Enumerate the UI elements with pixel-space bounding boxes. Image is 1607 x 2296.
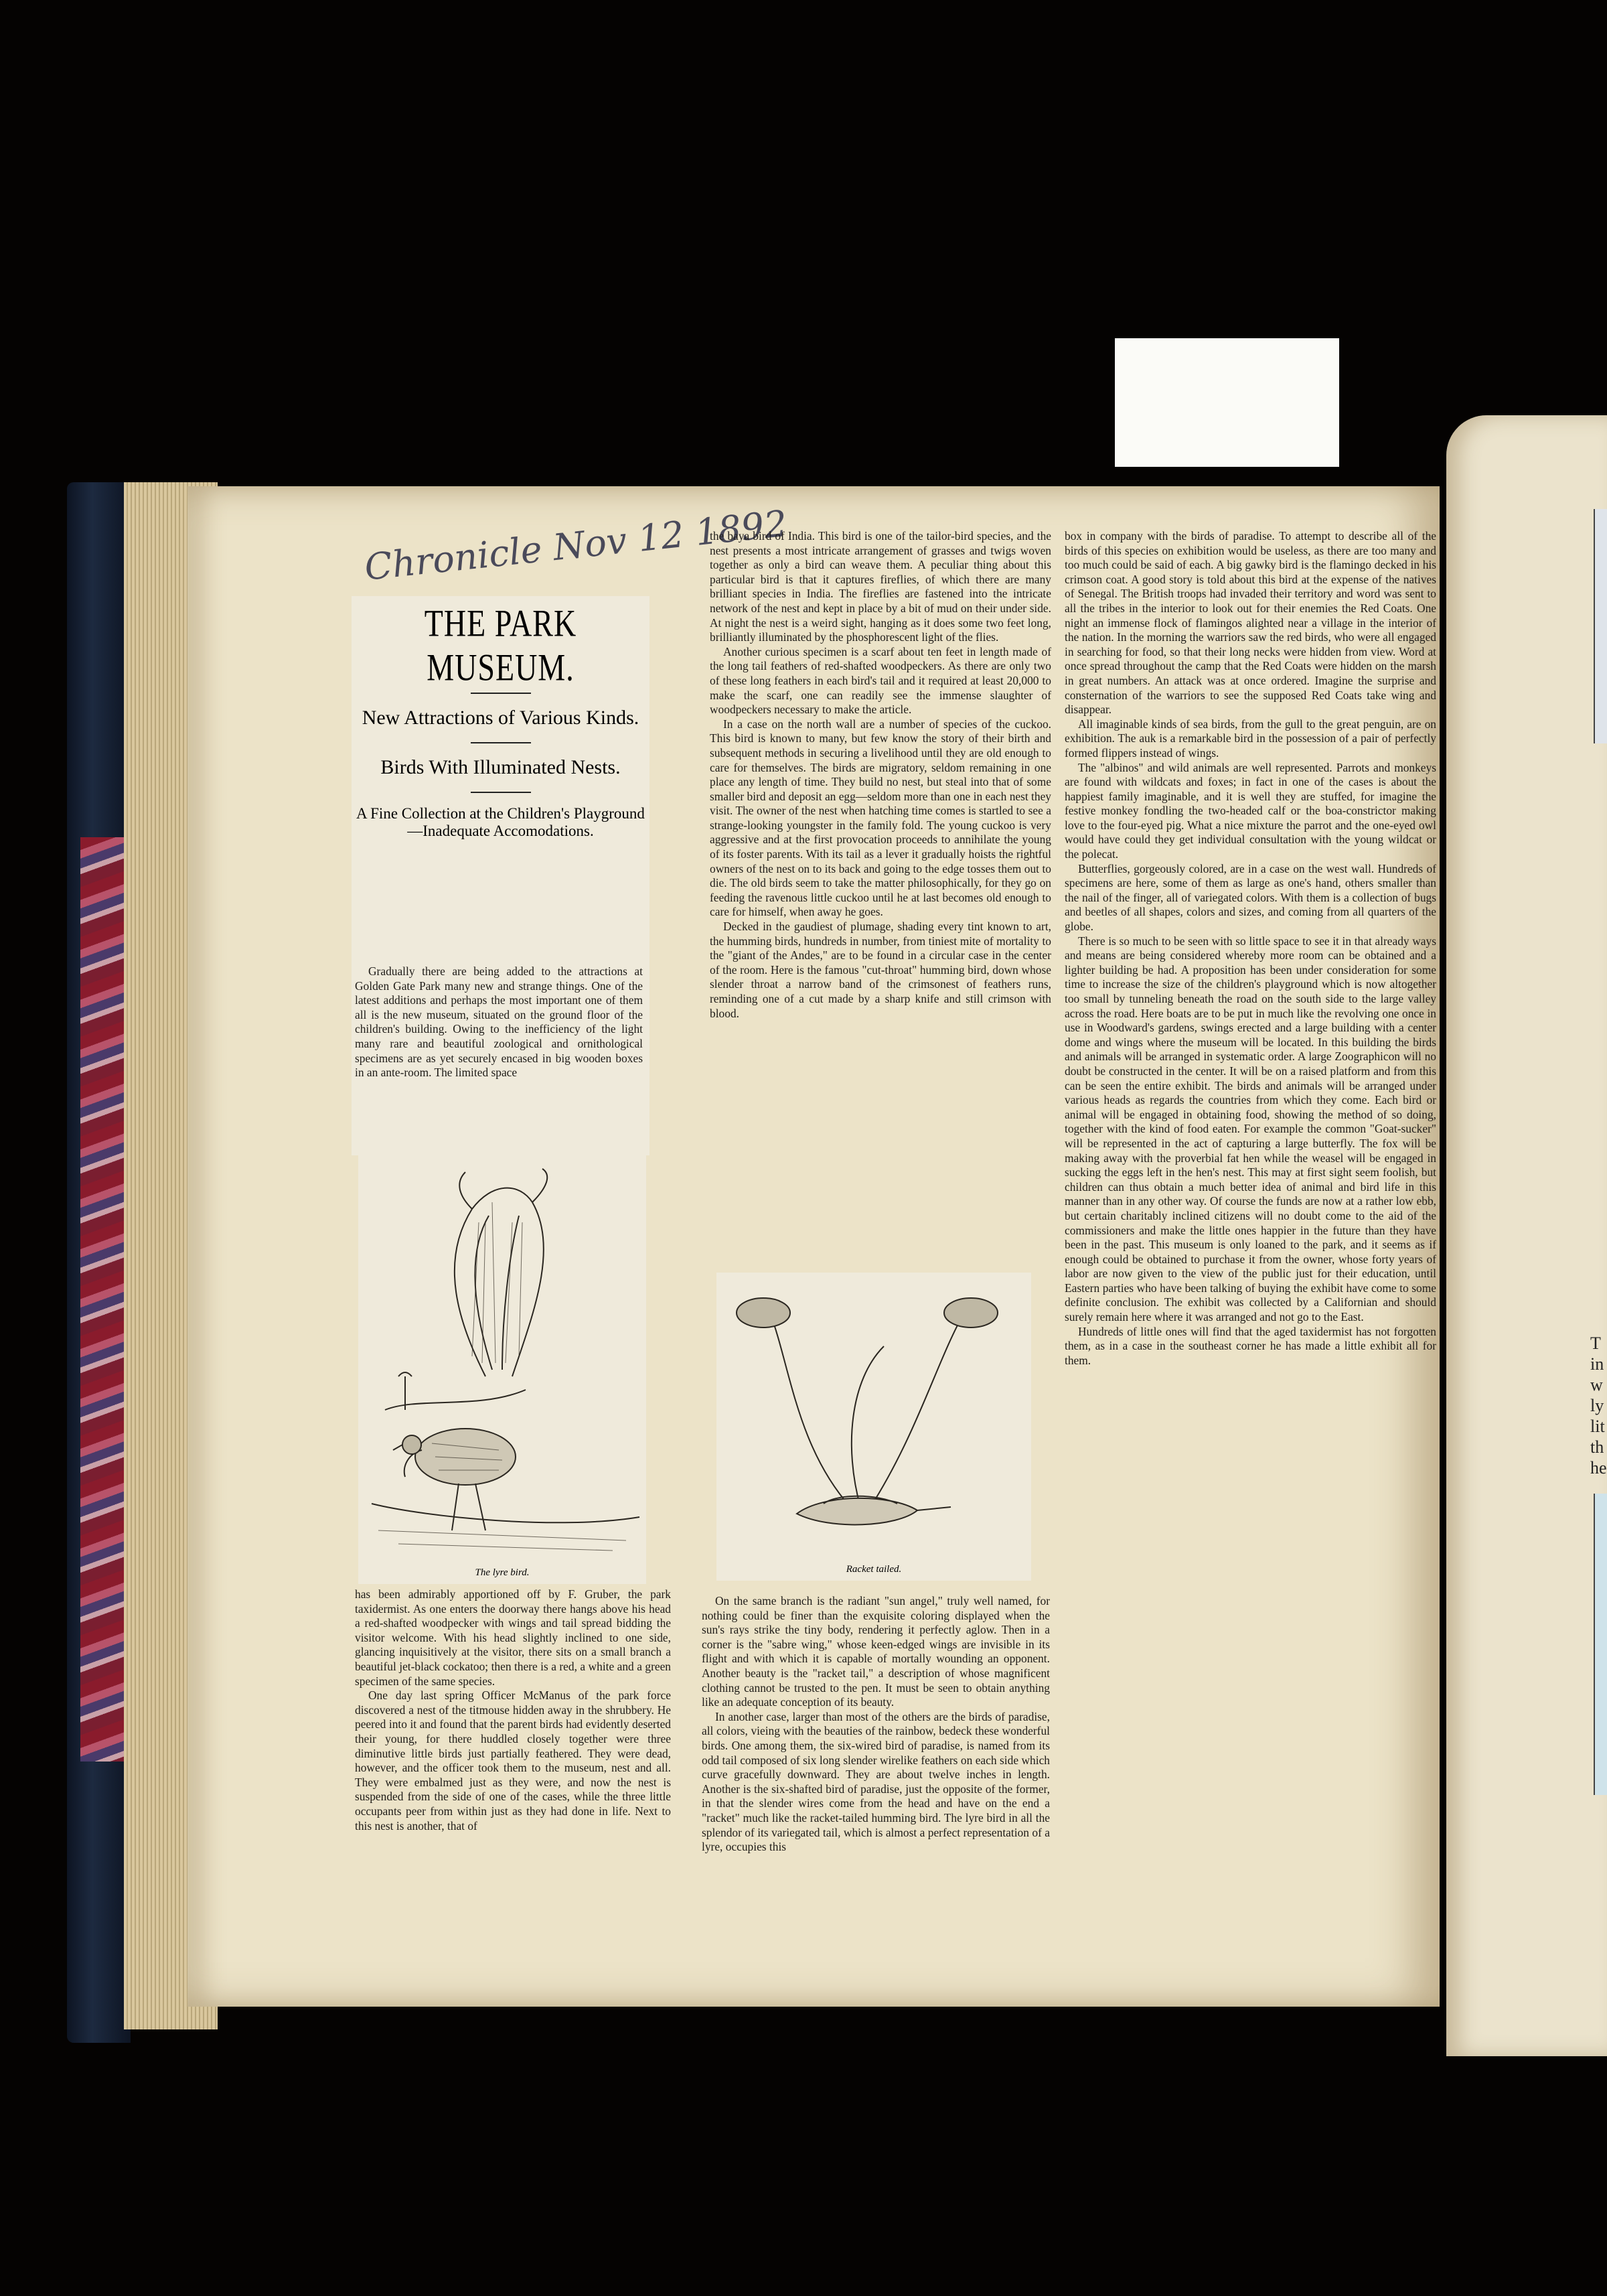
caption-racket: Racket tailed. xyxy=(846,1564,902,1575)
facing-page-clipping-2 xyxy=(1594,1494,1607,1795)
paragraph: In another case, larger than most of the others are the birds of paradise, all colors, vieing with the beauties of the rainbow, bedeck these wonderful birds. One among them, the six-wired bird of paradise, is named from its odd tail composed of six long slender wirelike feathers on each side which curve gracefully downward. They are about twelve inches in length. Another is the six-shafted bird of paradise, just the opposite of the former, in that the slender wires come from the head and have on the end a "racket" much like the racket-tailed humming bird. The lyre bird in all the splendor of its variegated tail, which is almost a perfect representation of a lyre, occupies this xyxy=(702,1709,1050,1854)
subhead-birds: Birds With Illuminated Nests. xyxy=(380,756,621,778)
column-3 xyxy=(1065,529,1436,1368)
paragraph: There is so much to be seen with so little space to see it in that already ways and means are being considered whereby more room can be obtained and a lighter building be had. A proposition has been under consideration for some time to increase the size of the children's playground which is now altogether too small by tunneling beneath the road on the south side to the large valley across the road. Here boats are to be put in much like the revolving one once in use in Woodward's gardens, swings erected and a large building with a center dome and wings where the museum will be located. In this building the birds and animals will be arranged in systematic order. A large Zoographicon will no doubt be constructed in the center. It will be on a raised platform and from this can be seen the entire exhibit. The birds and animals will be arranged under various heads as regards the countries from which they come. Each bird or animal will be engaged in obtaining food, showing the method of so doing, together with the kind of food eaten. For example the common "Goat-sucker" will be represented in the act of capturing a large butterfly. The fox will be making away with the proverbial fat hen while the weasel will be engaged in sucking the eggs left in the hen's nest. This may at first sight seem foolish, but children can thus obtain a much better idea of animal and bird life in this manner than in any other way. Of course the funds are now at a rather low ebb, but certain charitably inclined citizens will no doubt come to the aid of the commissioners and make the little ones happier in the future than they have been in the past. This museum is only loaned to the park, and it seems as if enough could be obtained to purchase it from the owner, whose forty years of labor are now given to the view of the public just for their education, until Eastern parties who have been talking of buying the exhibit have come to some definite conclusion. The exhibit was collected by a Californian and should surely remain here where it was arranged and not go to the East. xyxy=(1065,934,1436,1324)
paragraph: the baya bird of India. This bird is one of the tailor-bird species, and the nest presents a most intricate arrangement of grasses and twigs woven together as only a bird can weave them. A peculiar thing about this particular bird is that it captures fireflies, of which there are many brilliant species in India. The fireflies are fastened into the intricate network of the nest and kept in place by a bit of mud on their under side. At night the nest is a weird sight, hanging as it does some two feet long, brilliantly illuminated by the phosphorescent light of the flies. xyxy=(710,529,1051,644)
column-2-bottom xyxy=(702,1594,1050,1855)
hummingbird-icon xyxy=(716,1273,1031,1561)
article-title: THE PARK MUSEUM. xyxy=(424,601,577,689)
facing-page-text: T in w ly lit th he xyxy=(1590,1334,1607,1478)
paragraph: Another curious specimen is a scarf about ten feet in length made of the long tail feathers of red-shafted woodpeckers. As there are only two of these long feathers in each bird's tail and it required at least 20,000 to make the scarf, one can readily see the immense slaughter of woodpeckers necessary to make the article. xyxy=(710,644,1051,717)
marbled-edge xyxy=(80,837,127,1762)
paragraph: One day last spring Officer McManus of the park force discovered a nest of the titmouse hidden away in the shrubbery. He peered into it and found that the parent birds had evidently deserted their young, for there huddled closely together were three diminutive little birds just partially feathered. They were dead, however, and the officer took them to the museum, nest and all. They were embalmed just as they were, and now the nest is suspended from the side of one of the cases, while the three little occupants peer from within just as they had done in life. Next to this nest is another, that of xyxy=(355,1689,671,1833)
divider xyxy=(471,792,531,793)
paper-tab xyxy=(1115,338,1339,467)
column-2-top xyxy=(710,529,1051,1021)
column-1-bottom xyxy=(355,1587,671,1833)
lyre-bird-illustration xyxy=(358,1155,646,1584)
racket-tail-illustration xyxy=(716,1273,1031,1581)
caption-lyre: The lyre bird. xyxy=(475,1567,530,1578)
column-1-top xyxy=(355,964,643,1080)
paragraph: On the same branch is the radiant "sun angel," truly well named, for nothing could be finer than the exquisite coloring displayed when the sun's rays strike the tiny body, rendering it perfectly aglow. Then in a corner is the "sabre wing," whose keen-edged wings are invisible in its flight and with which it is capable of mortally wounding an opponent. Another beauty is the "racket tail," a description of whose magnificent clothing cannot be trusted to the pen. It must be seen to obtain anything like an adequate conception of its beauty. xyxy=(702,1594,1050,1709)
paragraph: Butterflies, gorgeously colored, are in a case on the west wall. Hundreds of specimens are here, some of them as large as one's hand, others smaller than the nail of the finger, all of variegated colors. With them is a collection of bugs and beetles of all shapes, colors and sizes, and coming from all quarters of the globe. xyxy=(1065,861,1436,934)
paragraph: In a case on the north wall are a number of species of the cuckoo. This bird is known to many, but few know the story of their birth and subsequent methods in securing a livelihood until they are old enough to care for themselves. The birds are migratory, seldom remaining in one place any length of time. They build no nest, but steal into that of some smaller bird and deposit an egg—seldom more than one in each nest they visit. The owner of the nest when hatching time comes is startled to see a strange-looking youngster in the family fold. The young cuckoo is very aggressive and at the first provocation proceeds to annihilate the young of its foster parents. With its tail as a lever it gradually hoists the rightful owners of the nest on to its back and going to the edge tosses them out to die. The old birds seem to take the matter philosophically, for they go on feeding the ravenous little cuckoo until he at last becomes old enough to care for himself, when away he goes. xyxy=(710,717,1051,919)
subhead-attractions: New Attractions of Various Kinds. xyxy=(362,707,639,729)
handwritten-date: Chronicle Nov 12 1892 xyxy=(362,502,789,589)
paragraph: The "albinos" and wild animals are well represented. Parrots and monkeys are found with wildcats and foxes; in fact in one of the cases is about the happiest family imaginable, and it is well they are stuffed, for imagine the festive monkey fondling the two-headed calf or the boa-constrictor making love to the four-eyed pig. What a nice mixture the parrot and the one-eyed owl would have could they get individual consultation with the young wildcat or the polecat. xyxy=(1065,760,1436,861)
facing-page-clipping xyxy=(1594,509,1607,743)
subhead-collection: A Fine Collection at the Children's Playground—Inadequate Accomodations. xyxy=(356,805,645,839)
facing-page xyxy=(1446,415,1607,2056)
paragraph: Hundreds of little ones will find that the aged taxidermist has not forgotten them, as in a case in the southeast corner he has made a little exhibit all for them. xyxy=(1065,1324,1436,1367)
lyre-bird-icon xyxy=(358,1155,646,1564)
paragraph: Decked in the gaudiest of plumage, shading every tint known to art, the humming birds, hundreds in number, from tiniest mite of mortality to the "giant of the Andes," are to be found in a circular case in the center of the room. Here is the famous "cut-throat" humming bird, down whose slender throat a narrow band of the crimsonest of feathers runs, reminding one of a cut made by a sharp knife and still crimson with blood. xyxy=(710,920,1051,1020)
paragraph: has been admirably apportioned off by F. Gruber, the park taxidermist. As one enters the doorway there hangs above his head a red-shafted woodpecker with wings and tail spread bidding the visitor welcome. With his head slightly inclined to one side, glancing inquisitively at the visitor, there sits on a small branch a beautiful jet-black cockatoo; then there is a red, a white and a green specimen of the same species. xyxy=(355,1587,671,1688)
divider xyxy=(471,693,531,694)
paragraph: box in company with the birds of paradise. To attempt to describe all of the birds of this species on exhibition would be useless, as there are too many and too much could be said of each. A big gawky bird is the flamingo decked in his crimson coat. A good story is told about this bird at the expense of the natives of Senegal. The British troops had invaded their territory and word was sent to all the tribes in the interior to look out for their enemies the Red Coats. One night an immense flock of flamingos alighted near a village in the interior of the nation. In the morning the warriors saw the red birds, who were all engaged in searching for food, so that their long necks were hidden from view. Word at once spread throughout the camp that the Red Coats were hidden on the marsh in great numbers. An attack was at once ordered. Imagine the surprise and consternation of the warriors to see the supposed Red Coats take wing and disappear. xyxy=(1065,529,1436,717)
paragraph: All imaginable kinds of sea birds, from the gull to the great penguin, are on exhibition. The auk is a remarkable bird in the possession of a pair of perfectly formed flippers instead of wings. xyxy=(1065,717,1436,760)
divider xyxy=(471,742,531,743)
paragraph: Gradually there are being added to the attractions at Golden Gate Park many new and strange things. One of the latest additions and perhaps the most important one of them all is the new museum, situated on the ground floor of the children's building. Owing to the inefficiency of the light many rare and beautiful zoological and ornithological specimens are as yet securely encased in big wooden boxes in an ante-room. The limited space xyxy=(355,964,643,1080)
